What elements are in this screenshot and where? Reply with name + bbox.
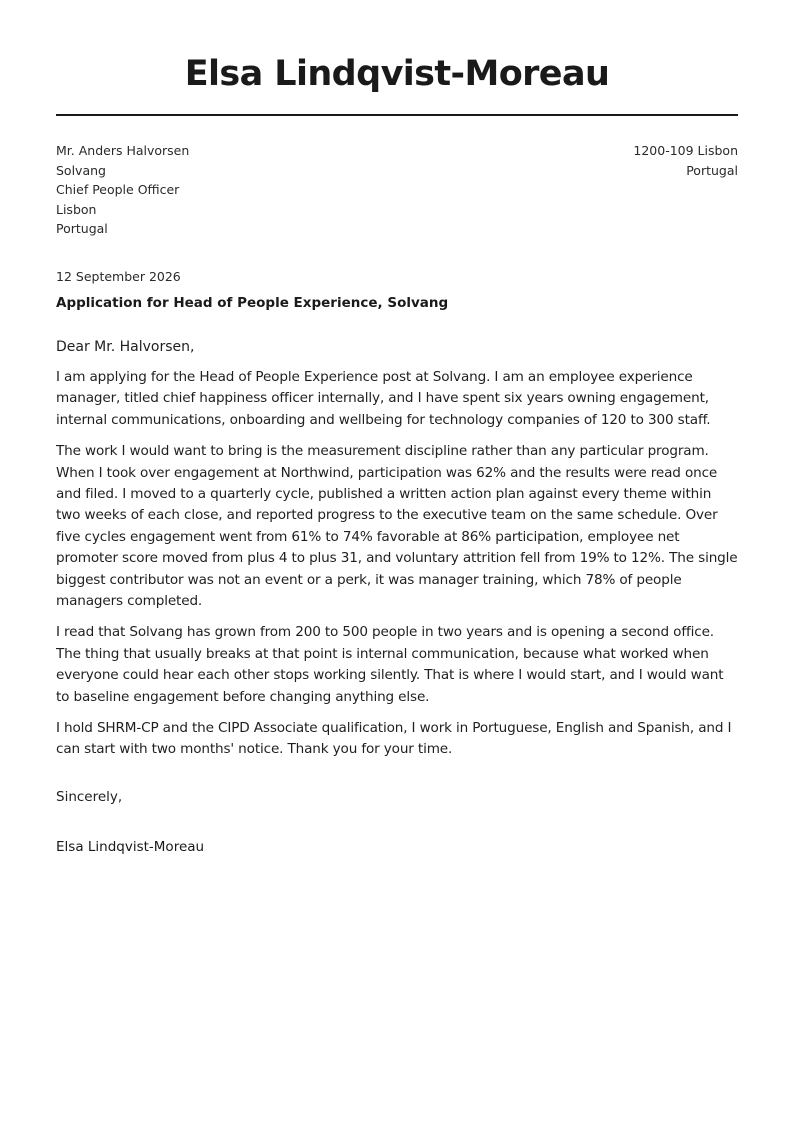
sender-postal-city: 1200-109 Lisbon [633, 143, 738, 158]
recipient-country: Portugal [56, 221, 108, 237]
sender-address [633, 141, 738, 239]
body-paragraph: The work I would want to bring is the measurement discipline rather than any particular program. When I took over engagement at Northwind, participation was 62% and the results were read once and filed. I moved to a quarterly cycle, published a written action plan against every theme within two weeks of each close, and reported progress to the executive team on the same schedule. Over five cycles engagement went from 61% to 74% favorable at 86% participation, employee net promoter score moved from plus 4 to plus 31, and voluntary attrition fell from 19% to 12%. The single biggest contributor was not an event or a perk, it was manager training, which 78% of people managers completed. [56, 443, 738, 610]
recipient-company: Solvang [56, 162, 106, 178]
letter-date: 12 September 2026 [56, 268, 181, 284]
letter-body [56, 367, 738, 761]
recipient-title: Chief People Officer [56, 182, 180, 198]
sender-country: Portugal [686, 162, 738, 178]
signature: Elsa Lindqvist-Moreau [56, 838, 205, 855]
header-divider [56, 114, 738, 116]
address-section [56, 141, 738, 239]
recipient-name: Mr. Anders Halvorsen [56, 143, 190, 158]
body-paragraph: I hold SHRM-CP and the CIPD Associate qualification, I work in Portuguese, English and Spanish, and I can start with two months' notice. Thank you for your time. [56, 720, 732, 758]
sender-name: Elsa Lindqvist-Moreau [184, 54, 610, 94]
recipient-city: Lisbon [56, 201, 97, 217]
body-paragraph: I am applying for the Head of People Experience post at Solvang. I am an employee experience manager, titled chief happiness officer internally, and I have spent six years owning engagement, internal communications, onboarding and wellbeing for technology companies of 120 to 300 staff. [56, 368, 711, 428]
recipient-address [56, 141, 189, 239]
salutation: Dear Mr. Halvorsen, [56, 338, 195, 355]
letter-subject: Application for Head of People Experience, Solvang [56, 294, 449, 311]
closing: Sincerely, [56, 788, 123, 805]
body-paragraph: I read that Solvang has grown from 200 to 500 people in two years and is opening a second office. The thing that usually breaks at that point is internal communication, because what worked when everyone could hear each other stops working silently. That is where I would start, and I would want to baseline engagement before changing anything else. [56, 624, 724, 705]
